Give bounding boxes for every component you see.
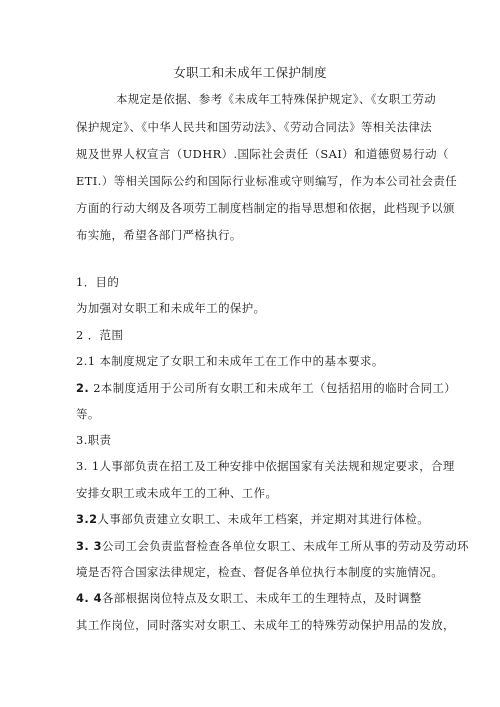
clause-3-1: 3. 1人事部负责在招工及工种安排中依据国家有关法规和规定要求，合理 [76, 459, 455, 473]
clause-text: 公司工会负责监督检查各单位女职工、未成年工所从事的劳动及劳动环 [101, 539, 470, 553]
clause-2-2-continuation: 等。 [76, 407, 100, 421]
clause-2-1: 2.1 本制度规定了女职工和未成年工在工作中的基本要求。 [76, 354, 384, 368]
intro-line: 布实施，希望各部门严格执行。 [76, 228, 242, 242]
clause-3-3-continuation: 境是否符合国家法律规定，检查、督促各单位执行本制度的实施情况。 [76, 565, 444, 579]
clause-4-4 [76, 593, 422, 604]
clause-text: 各部根据岗位特点及女职工、未成年工的生理特点，及时调整 [101, 591, 422, 605]
section-heading-responsibilities: 3.职责 [76, 433, 112, 447]
intro-line: 保护规定》、《中华人民共和国劳动法》、《劳动合同法》等相关法律法 [76, 120, 433, 134]
intro-line: 本规定是依据、参考《未成年工特殊保护规定》、《女职工劳动 [116, 92, 437, 106]
document-title: 女职工和未成年工保护制度 [173, 65, 327, 80]
intro-line: ETI.）等相关国际公约和国际行业标准或守则编写，作为本公司社会责任 [76, 174, 458, 188]
intro-line: 方面的行动大纲及各项劳工制度档制定的指导思想和依据，此档现予以颁 [76, 201, 455, 215]
clause-text: 2本制度适用于公司所有女职工和未成年工（包括招用的临时合同工） [89, 381, 457, 395]
clause-2-2 [76, 383, 456, 394]
section-text-purpose: 为加强对女职工和未成年工的保护。 [76, 301, 266, 315]
intro-line: 规及世界人权宣言（UDHR）.国际社会责任（SAI）和道德贸易行动（ [76, 147, 449, 161]
section-heading-purpose: 1．目的 [76, 275, 120, 289]
clause-3-3 [76, 541, 469, 552]
clause-number: 3. 3 [76, 539, 102, 553]
clause-number: 4. 4 [76, 591, 102, 605]
section-heading-scope: 2 ．范围 [76, 328, 124, 342]
clause-number: 3.2 [76, 512, 98, 526]
clause-number: 2. [76, 381, 90, 395]
clause-text: 人事部负责建立女职工、未成年工档案，并定期对其进行体检。 [97, 512, 430, 526]
clause-4-4-continuation: 其工作岗位，同时落实对女职工、未成年工的特殊劳动保护用品的发放， [76, 618, 455, 632]
clause-3-1-continuation: 安排女职工或未成年工的工种、工作。 [76, 486, 278, 500]
clause-3-2 [76, 514, 429, 525]
